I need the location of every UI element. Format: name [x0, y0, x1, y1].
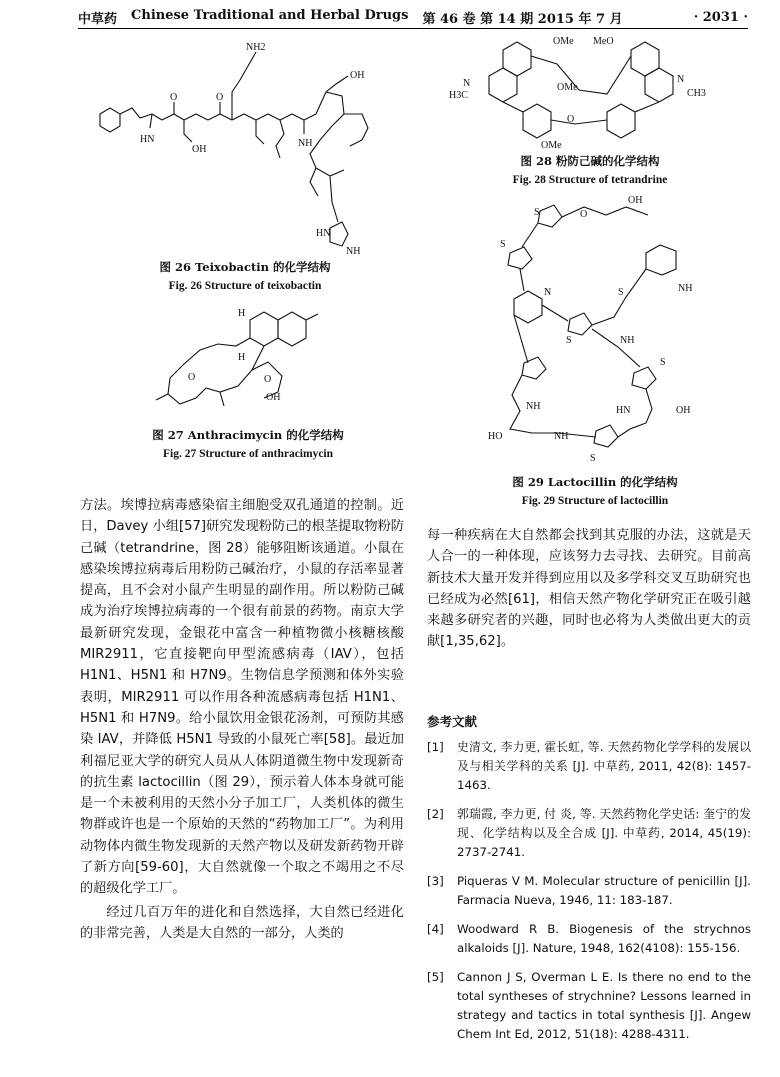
hn-methyl-label: HN [140, 134, 155, 145]
nh-label-29b: NH [620, 335, 635, 346]
figure-26-caption [80, 258, 410, 296]
figure-29-caption-cn: 图 29 Lactocillin 的化学结构 [512, 475, 678, 489]
h-label-1: H [238, 308, 246, 319]
s-label-4: S [566, 335, 572, 346]
ome-label-1: OMe [553, 36, 574, 47]
figure-27 [88, 300, 408, 464]
oxygen-label-29a: O [580, 209, 588, 220]
figure-28 [445, 34, 735, 190]
nh-label-29d: NH [554, 431, 569, 442]
nh-label-29a: NH [678, 283, 693, 294]
issue-info: 第 46 卷 第 14 期 2015 年 7 月 [422, 11, 623, 27]
oh-label-1: OH [192, 144, 207, 155]
journal-title [78, 8, 623, 27]
s-label-5: S [660, 357, 666, 368]
journal-name-cn: 中草药 [78, 11, 118, 27]
h3c-label: H3C [449, 90, 468, 101]
s-label-2: S [500, 239, 506, 250]
s-label-3: S [618, 287, 624, 298]
left-paragraph-2: 经过几百万年的进化和自然选择，大自然已经进化的非常完善，人类是大自然的一部分，人类的 [80, 904, 404, 941]
page-number: · 2031 · [693, 9, 748, 25]
reference-number: [1] [427, 740, 444, 754]
left-paragraph-1: 方法。埃博拉病毒感染宿主细胞受双孔通道的控制。近日，Davey 小组[57]研究发现粉防己的根茎提取物粉防己碱（tetrandrine，图 28）能够阻断该通道。小鼠在感染埃博拉病毒后用粉防己碱治疗，小鼠的存活率显著提高，且不会对小鼠产生明显的副作用。所以粉防己碱成为治疗埃博拉病毒的一个很有前景的药物。南京大学最新研究发现，金银花中富含一种植物微小核糖核酸 MIR2911，它直接靶向甲型流感病毒（IAV），包括 H1N1、H5N1 和 H7N9。生物信息学预测和体外实验表明，MIR2911 可以作用各种流感病毒包括 H1N1、H5N1 和 H7N9。给小鼠饮用金银花汤剂，可预防其感染 IAV，并降低 H5N1 导致的小鼠死亡率[58]。最近加利福尼亚大学的研究人员从人体阴道微生物中发现新奇的抗生素 lactocillin（图 29），预示着人体本身就可能是一个未被利用的天然小分子加工厂，人类机体的微生物群或许也是一个原始的天然的“药物加工厂”。为利用动物体内微生物发现新的天然产物以及研发新药物开辟了新方向[59-60]，大自然就像一个取之不竭用之不尽的超级化学工厂。 [80, 498, 404, 897]
oh-label-27: OH [266, 392, 281, 403]
meo-label: MeO [593, 36, 614, 47]
tetrandrine-structure [445, 34, 735, 152]
oxygen-label-27a: O [188, 372, 196, 383]
figure-26-caption-en: Fig. 26 Structure of teixobactin [168, 280, 322, 292]
nh2-label: NH2 [246, 42, 266, 53]
oh-label-29: OH [628, 195, 643, 206]
left-column-text [80, 495, 404, 944]
s-label-1: S [534, 207, 540, 218]
reference-text: Woodward R B. Biogenesis of the strychnos alkaloids [J]. Nature, 1948, 162(4108): 155-156. [457, 922, 751, 955]
oxygen-label-2: O [216, 92, 224, 103]
oh-label-29b: OH [676, 405, 691, 416]
figure-26 [80, 36, 410, 296]
figure-27-caption-cn: 图 27 Anthracimycin 的化学结构 [152, 428, 344, 442]
ho-label-29: HO [488, 431, 503, 442]
right-column-text [427, 525, 751, 653]
oh-label-2: OH [350, 70, 365, 81]
figure-27-caption-en: Fig. 27 Structure of anthracimycin [162, 448, 334, 460]
reference-text: 史清文, 李力更, 霍长虹, 等. 天然药物化学学科的发展以及与相关学科的关系 [J]. 中草药, 2011, 42(8): 1457-1463. [457, 740, 751, 792]
oxygen-label-28: O [567, 114, 575, 125]
reference-text: Piqueras V M. Molecular structure of penicillin [J]. Farmacia Nueva, 1946, 11: 183-187. [457, 874, 751, 907]
references-title: 参考文献 [427, 714, 478, 729]
reference-item [427, 805, 751, 862]
ome-label-2: OMe [557, 82, 578, 93]
reference-text: Cannon J S, Overman L E. Is there no end to the total syntheses of strychnine? Lessons learned in strategy and tactics in total synthesis [J]. Angew Chem Int Ed, 2012, 51(18): 4288-4311. [457, 970, 751, 1041]
figure-28-caption-cn: 图 28 粉防己碱的化学结构 [520, 154, 660, 168]
reference-item [427, 738, 751, 795]
page-header [78, 6, 748, 29]
ch3-label: CH3 [687, 88, 706, 99]
nh-label-29c: NH [526, 401, 541, 412]
figure-28-caption [445, 152, 735, 190]
reference-number: [4] [427, 922, 444, 936]
n-label-29: N [544, 287, 552, 298]
figure-28-caption-en: Fig. 28 Structure of tetrandrine [512, 174, 668, 186]
oxygen-label-1: O [170, 92, 178, 103]
reference-number: [3] [427, 874, 444, 888]
figure-27-caption [88, 426, 408, 464]
figure-29-caption [450, 473, 740, 511]
reference-item [427, 920, 751, 958]
reference-item [427, 872, 751, 910]
reference-item [427, 968, 751, 1044]
reference-text: 郭瑞霞, 李力更, 付 炎, 等. 天然药物化学史话: 奎宁的发现、化学结构以及全合成 [J]. 中草药, 2014, 45(19): 2737-2741. [457, 807, 751, 859]
teixobactin-structure [80, 36, 410, 258]
n-label-2: N [677, 74, 685, 85]
reference-number: [2] [427, 807, 444, 821]
right-paragraph-1: 每一种疾病在大自然都会找到其克服的办法，这就是天人合一的一种体现，应该努力去寻找、去研究。目前高新技术大量开发并得到应用以及多学科交叉互助研究也已经成为必然[61]，相信天然产物化学研究正在吸引越来越多研究者的兴趣，同时也必将为人类做出更大的贡献[1,35,62]。 [427, 528, 751, 650]
ome-label-3: OMe [541, 140, 562, 151]
figure-29-caption-en: Fig. 29 Structure of lactocillin [521, 495, 669, 507]
figure-29 [450, 195, 740, 511]
lactocillin-structure [450, 195, 740, 473]
anthracimycin-structure [88, 300, 408, 426]
s-label-6: S [590, 453, 596, 464]
nh-label-ring: NH [346, 246, 361, 257]
journal-name-en: Chinese Traditional and Herbal Drugs [131, 7, 409, 23]
n-label-1: N [463, 78, 471, 89]
figure-26-caption-cn: 图 26 Teixobactin 的化学结构 [159, 260, 331, 274]
reference-number: [5] [427, 970, 444, 984]
references-section [427, 712, 751, 1054]
oxygen-label-27b: O [264, 374, 272, 385]
hn-label-29: HN [616, 405, 631, 416]
h-label-2: H [238, 352, 246, 363]
hn-label-ring: HN [316, 228, 331, 239]
nh-label-1: NH [298, 138, 313, 149]
